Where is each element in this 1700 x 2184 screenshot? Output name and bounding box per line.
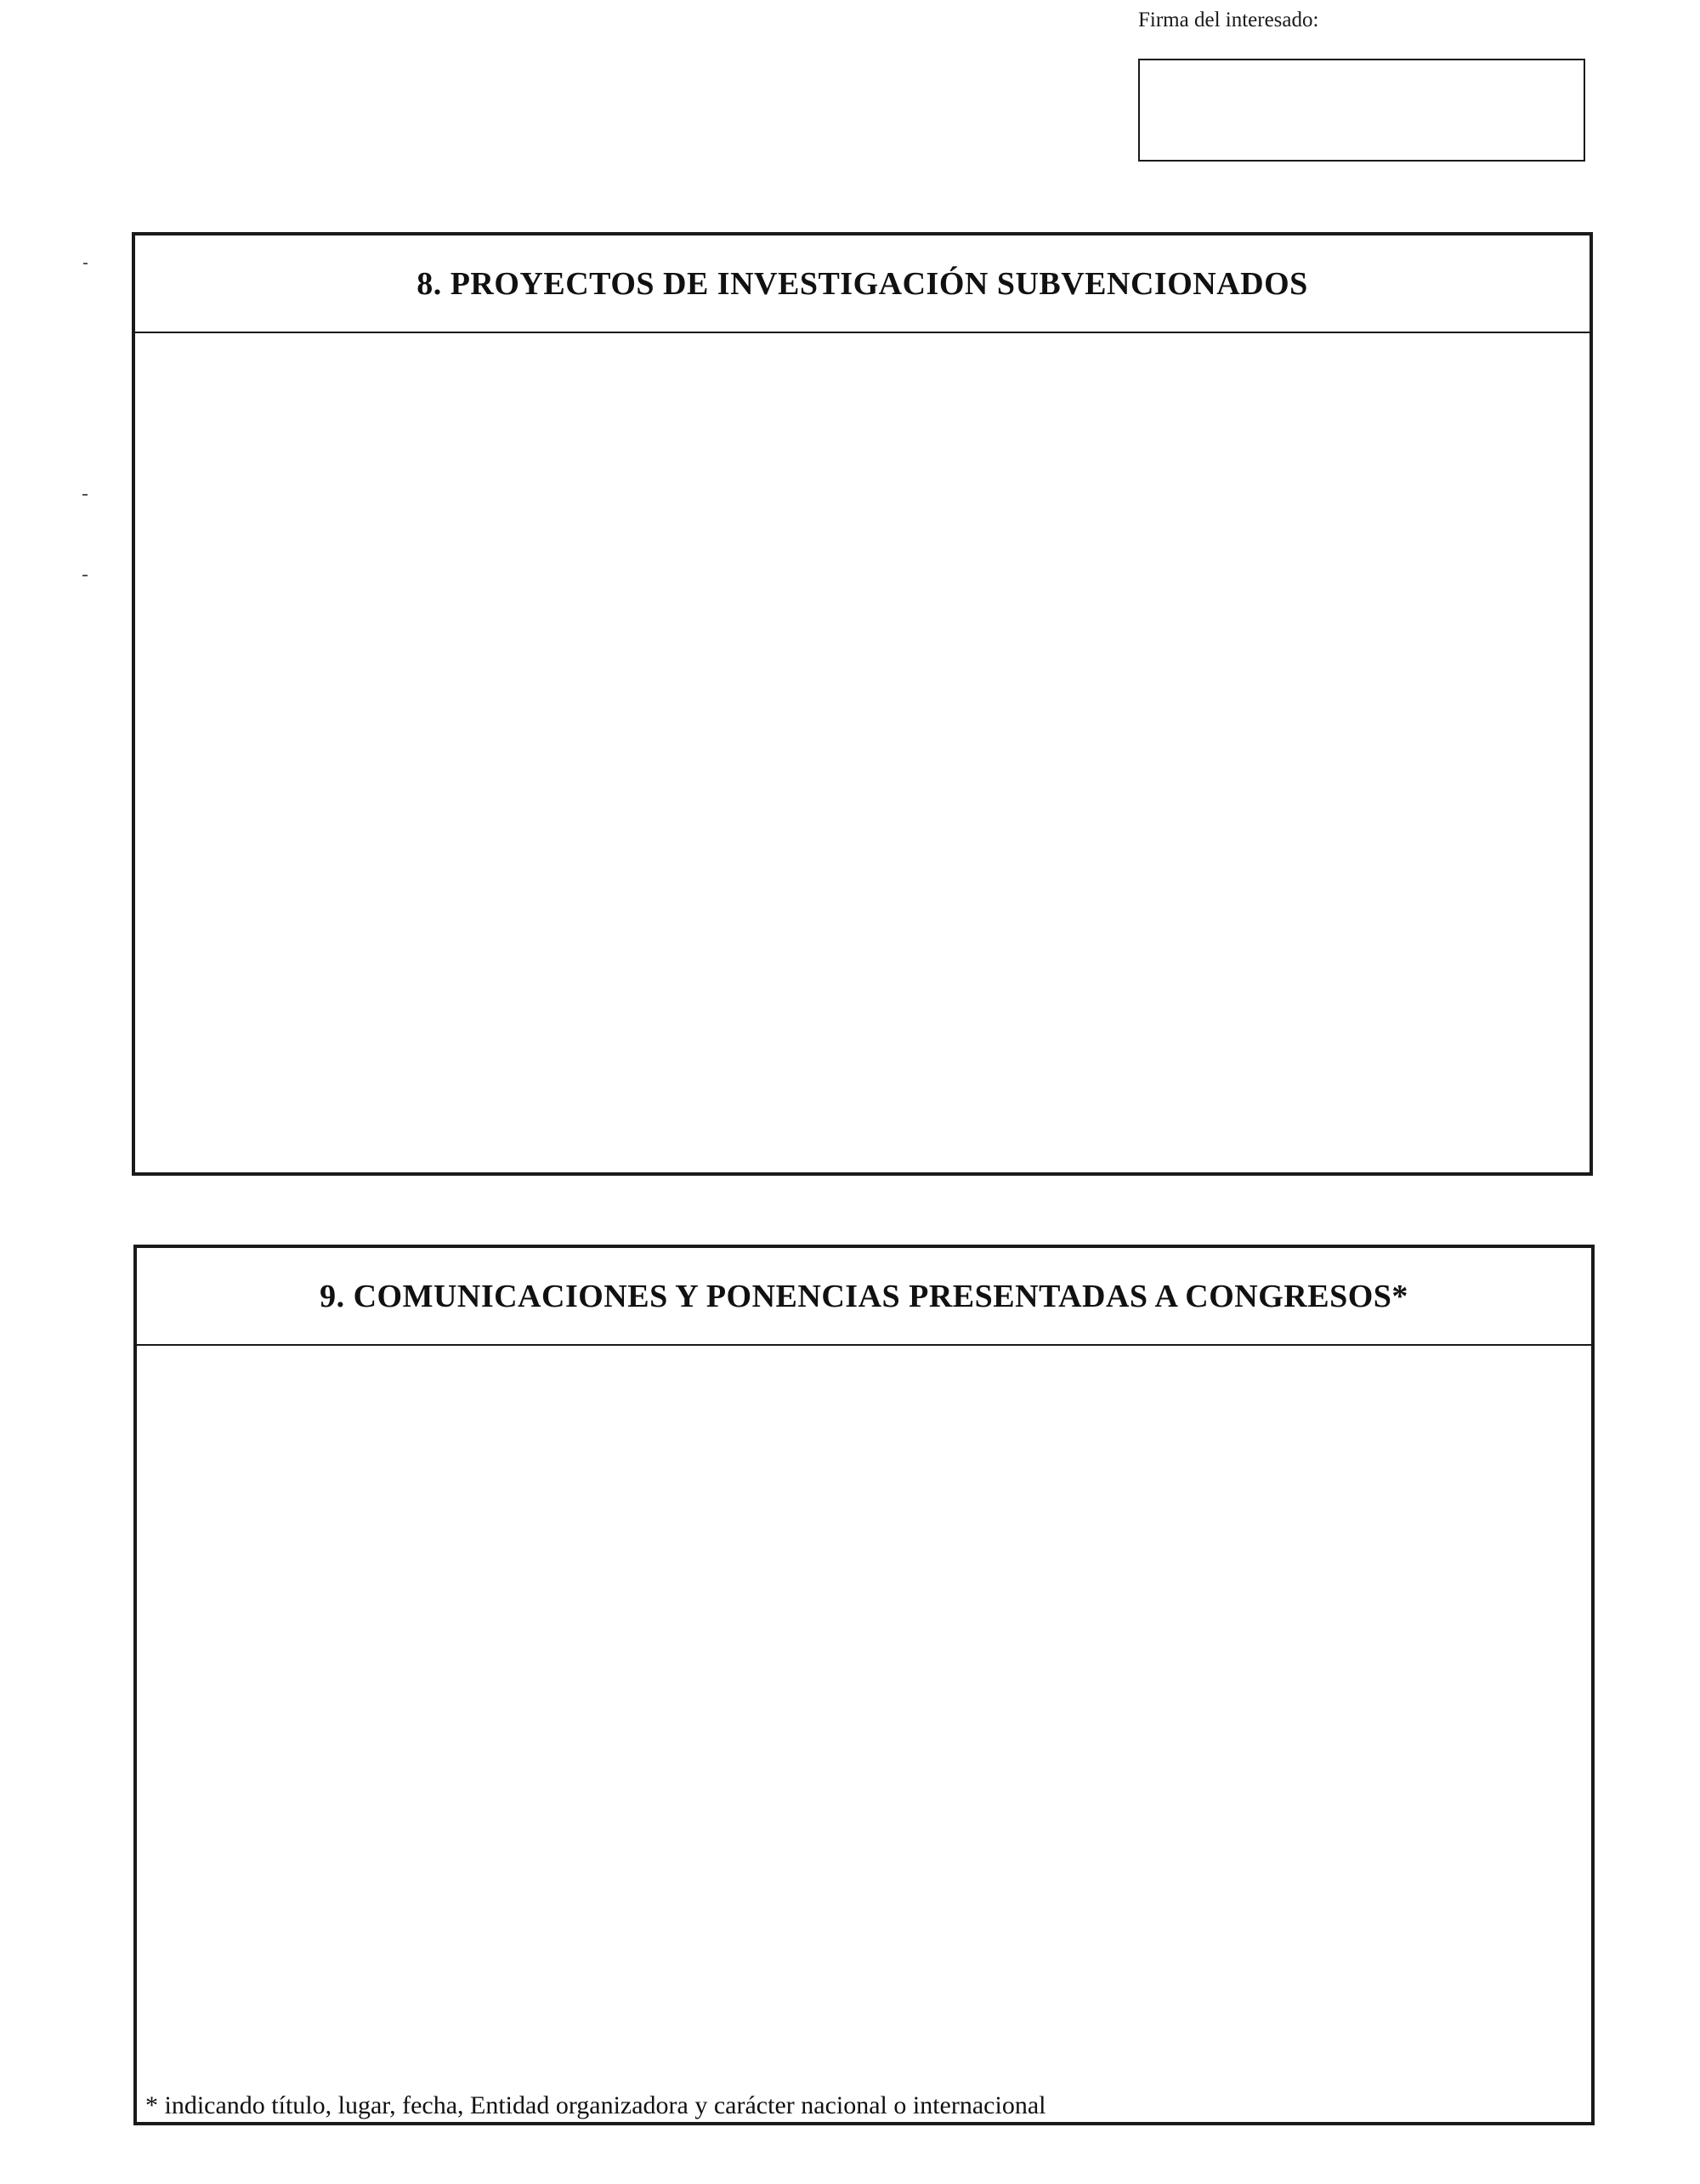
scan-mark — [82, 494, 88, 496]
section-entry-area[interactable] — [135, 333, 1590, 1172]
section-title: 8. PROYECTOS DE INVESTIGACIÓN SUBVENCIONADOS — [416, 265, 1308, 302]
section-title: 9. COMUNICACIONES Y PONENCIAS PRESENTADAS A CONGRESOS* — [320, 1278, 1408, 1314]
signature-box[interactable] — [1138, 59, 1585, 162]
scan-mark — [83, 263, 88, 264]
signature-label: Firma del interesado: — [1138, 9, 1319, 31]
scan-mark — [82, 575, 88, 576]
section-research-projects — [132, 232, 1593, 1176]
section-entry-area[interactable] — [137, 1346, 1591, 2122]
section-header — [137, 1248, 1591, 1346]
section-header — [135, 235, 1590, 333]
section-footnote: * indicando título, lugar, fecha, Entidad organizadora y carácter nacional o internacional — [145, 2091, 1046, 2119]
section-congress-communications — [133, 1245, 1595, 2125]
